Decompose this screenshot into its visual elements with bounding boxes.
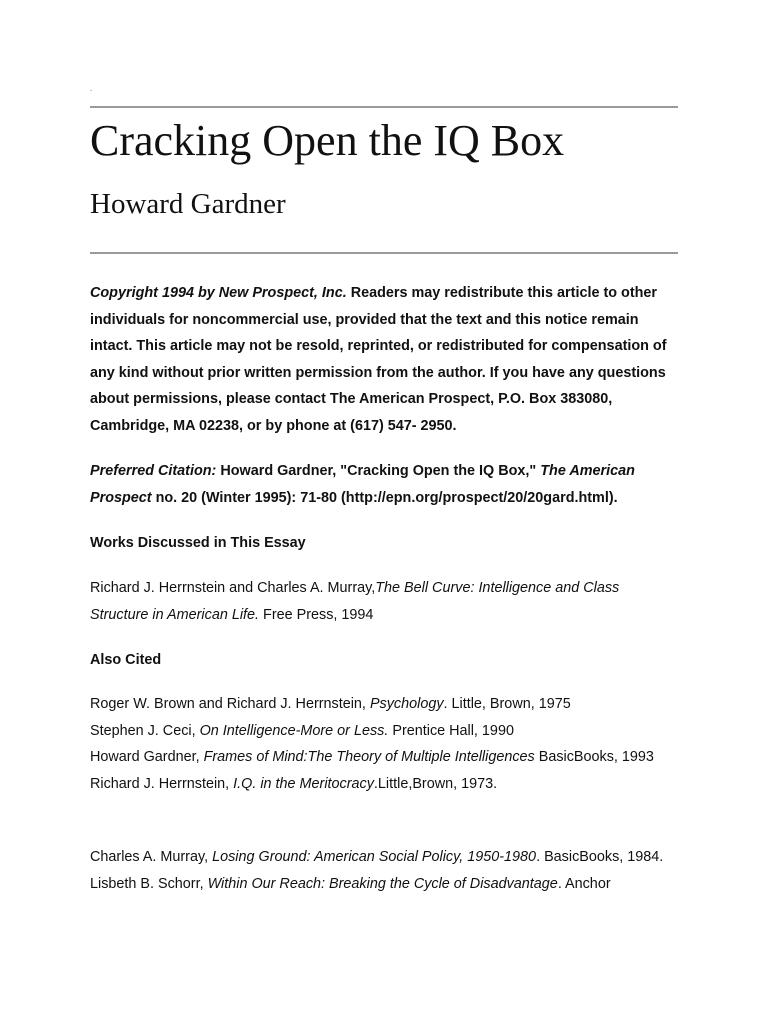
copyright-notice — [90, 280, 680, 439]
also-cited-entry — [90, 691, 680, 718]
entry-author: Howard Gardner, — [90, 749, 204, 765]
copyright-lead: Copyright 1994 by New Prospect, Inc. — [90, 285, 347, 301]
entry-author: Stephen J. Ceci, — [90, 722, 200, 739]
also-cited-list — [90, 691, 680, 797]
also-cited-list-2 — [90, 844, 680, 897]
article-author: Howard Gardner — [90, 188, 286, 220]
entry-author: Richard J. Herrnstein, — [90, 775, 234, 792]
citation-text-2: no. 20 (Winter 1995): 71-80 (http://epn.org/prospect/20/20gard.html). — [151, 489, 618, 506]
also-cited-entry — [90, 871, 680, 898]
top-divider — [90, 106, 678, 108]
works-list — [90, 575, 680, 628]
preferred-citation — [90, 458, 680, 511]
also-cited-entry — [90, 718, 680, 745]
entry-title: Within Our Reach: Breaking the Cycle of Disadvantage — [207, 875, 558, 892]
stray-dot: . — [90, 84, 93, 93]
citation-journal: The American Prospect — [90, 463, 635, 506]
entry-title: On Intelligence-More or Less. — [199, 722, 389, 739]
entry-pub: BasicBooks, 1993 — [534, 749, 654, 765]
entry-author: Richard J. Herrnstein and Charles A. Murray, — [90, 580, 376, 596]
copyright-text: Readers may redistribute this article to other individuals for noncommercial use, provided that the text and this notice remain intact. This article may not be resold, reprinted, or redistributed for compensation of any kind without prior written permission from the author. If you have any questions about permissions, please contact The American Prospect, P.O. Box 383080, Cambridge, MA 02238, or by phone at (617) 547- 2950. — [90, 285, 667, 434]
entry-title: I.Q. in the Meritocracy — [233, 775, 374, 792]
entry-title: The Bell Curve: Intelligence and Class Structure in American Life. — [90, 580, 620, 623]
entry-title: Losing Ground: American Social Policy, 1950-1980 — [212, 849, 537, 865]
entry-author: Charles A. Murray, — [90, 849, 213, 865]
entry-pub: Prentice Hall, 1990 — [388, 722, 514, 739]
entry-pub: .Little,Brown, 1973. — [373, 775, 498, 792]
citation-label: Preferred Citation: — [90, 463, 217, 479]
article-title: Cracking Open the IQ Box — [90, 116, 565, 165]
entry-author: Lisbeth B. Schorr, — [90, 875, 208, 892]
also-cited-entry — [90, 844, 680, 871]
entry-pub: . Little, Brown, 1975 — [443, 696, 571, 712]
header-divider — [90, 252, 678, 254]
entry-pub: Free Press, 1994 — [259, 606, 374, 623]
also-cited-entry — [90, 744, 680, 771]
works-heading: Works Discussed in This Essay — [90, 535, 306, 551]
also-cited-entry — [90, 771, 680, 798]
entry-title: Frames of Mind:The Theory of Multiple Intelligences — [203, 749, 535, 765]
entry-title: Psychology — [369, 696, 444, 712]
entry-author: Roger W. Brown and Richard J. Herrnstein, — [90, 696, 370, 712]
works-entry — [90, 575, 680, 628]
citation-text-1: Howard Gardner, "Cracking Open the IQ Box," — [216, 463, 541, 479]
also-cited-heading: Also Cited — [90, 652, 162, 668]
entry-pub: . BasicBooks, 1984. — [536, 849, 664, 865]
entry-pub: . Anchor — [557, 875, 611, 892]
